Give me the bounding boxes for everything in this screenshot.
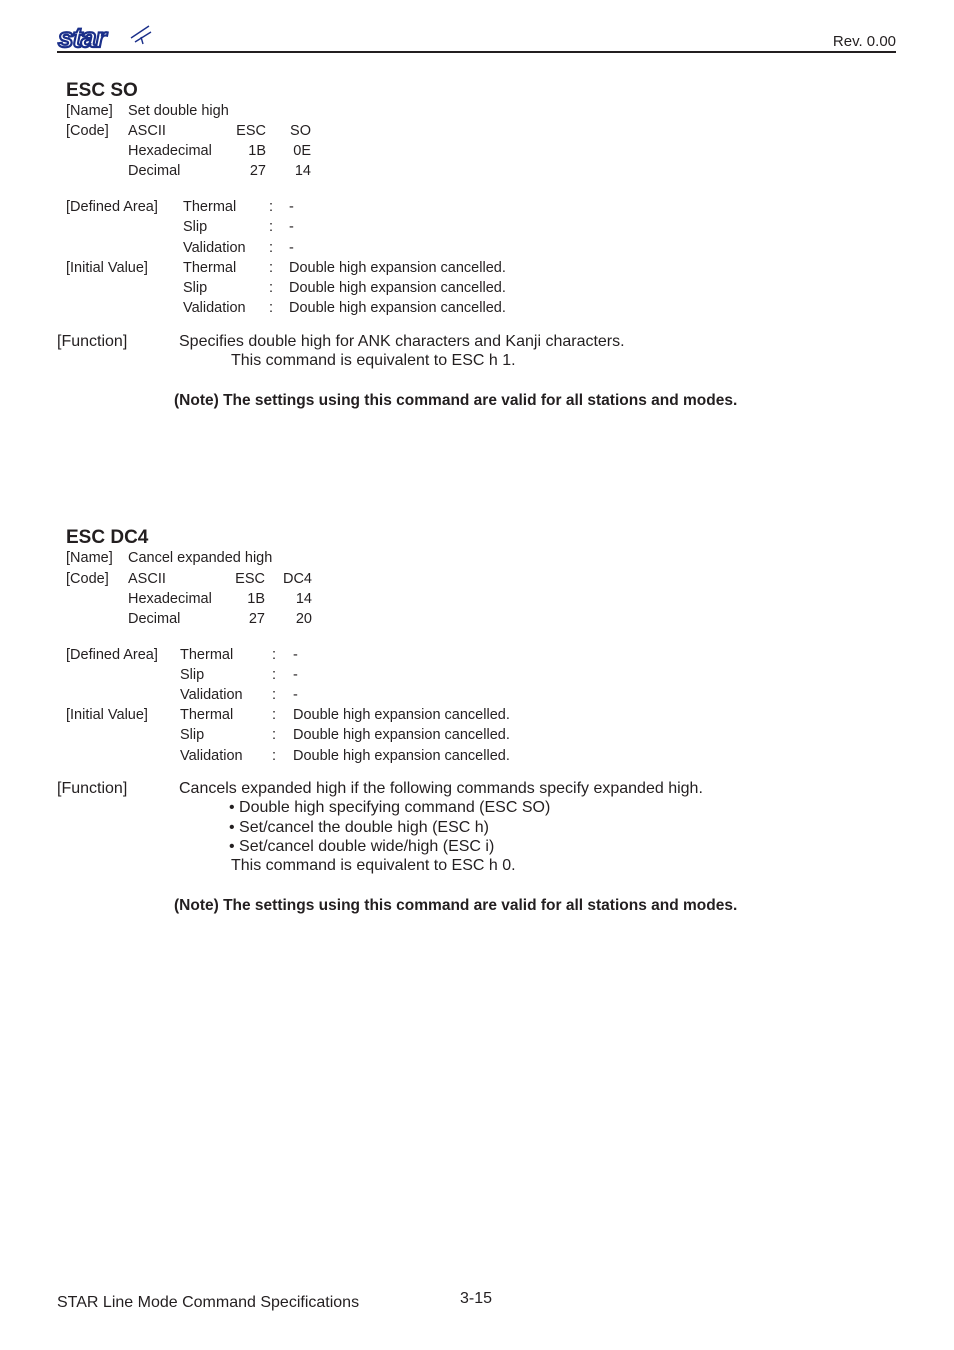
station-label: Slip [183, 219, 208, 235]
station-value: - [293, 667, 298, 683]
name-label: [Name] [66, 103, 113, 119]
code-label: [Code] [66, 571, 109, 587]
code-row-value-1: 1B [248, 143, 266, 159]
note-text: (Note) The settings using this command are valid for all stations and modes. [174, 897, 738, 914]
code-row-label: ASCII [128, 123, 166, 139]
initial-value-label: [Initial Value] [66, 260, 148, 276]
station-label: Validation [180, 687, 243, 703]
colon: : [269, 300, 274, 316]
section-title-esc-dc4: ESC DC4 [66, 527, 149, 548]
function-line: • Set/cancel double wide/high (ESC i) [229, 838, 495, 855]
function-line: This command is equivalent to ESC h 0. [231, 857, 516, 874]
station-value: Double high expansion cancelled. [289, 280, 506, 296]
function-text: Cancels expanded high if the following commands specify expanded high. [179, 780, 703, 797]
function-line: • Double high specifying command (ESC SO) [229, 799, 551, 816]
code-row-label: ASCII [128, 571, 166, 587]
station-label: Thermal [183, 260, 237, 276]
code-row-label: Decimal [128, 611, 181, 627]
star-logo [57, 24, 153, 52]
function-label: [Function] [57, 780, 128, 797]
code-row-value-2: DC4 [282, 571, 312, 587]
name-label: [Name] [66, 550, 113, 566]
footer-doc-title: STAR Line Mode Command Specifications [57, 1294, 360, 1311]
station-value: - [293, 647, 298, 663]
station-label: Validation [183, 300, 246, 316]
station-label: Slip [183, 280, 208, 296]
code-row-value-2: SO [290, 123, 311, 139]
colon: : [269, 280, 274, 296]
header-rule [57, 51, 896, 53]
colon: : [272, 748, 277, 764]
colon: : [272, 667, 277, 683]
code-row-value-1: ESC [235, 571, 265, 587]
name-value: Set double high [128, 103, 229, 119]
station-value: - [289, 199, 294, 215]
code-row-label: Hexadecimal [128, 143, 212, 159]
defined-area-label: [Defined Area] [66, 199, 158, 215]
station-value: Double high expansion cancelled. [289, 300, 506, 316]
station-value: - [289, 219, 294, 235]
code-row-label: Decimal [128, 163, 181, 179]
colon: : [272, 687, 277, 703]
colon: : [269, 219, 274, 235]
code-row-value-2: 14 [294, 163, 311, 179]
colon: : [269, 199, 274, 215]
function-text: Specifies double high for ANK characters and Kanji characters. [179, 333, 625, 350]
function-line: • Set/cancel the double high (ESC h) [229, 819, 489, 836]
revision-label: Rev. 0.00 [832, 33, 896, 50]
station-label: Validation [183, 240, 246, 256]
code-label: [Code] [66, 123, 109, 139]
colon: : [272, 707, 277, 723]
page-number: 3-15 [460, 1290, 493, 1307]
station-value: Double high expansion cancelled. [289, 260, 506, 276]
code-row-label: Hexadecimal [128, 591, 212, 607]
station-value: Double high expansion cancelled. [293, 707, 510, 723]
function-label: [Function] [57, 333, 128, 350]
svg-text:star: star [58, 24, 106, 52]
station-label: Thermal [180, 707, 234, 723]
station-label: Validation [180, 748, 243, 764]
station-value: - [289, 240, 294, 256]
station-value: Double high expansion cancelled. [293, 727, 510, 743]
station-label: Thermal [183, 199, 237, 215]
station-label: Slip [180, 667, 205, 683]
code-row-value-2: 14 [295, 591, 312, 607]
code-row-value-1: 27 [249, 163, 266, 179]
initial-value-label: [Initial Value] [66, 707, 148, 723]
code-row-value-2: 20 [295, 611, 312, 627]
station-label: Slip [180, 727, 205, 743]
station-value: - [293, 687, 298, 703]
colon: : [272, 727, 277, 743]
code-row-value-1: 27 [248, 611, 265, 627]
code-row-value-2: 0E [293, 143, 311, 159]
defined-area-label: [Defined Area] [66, 647, 158, 663]
colon: : [269, 260, 274, 276]
colon: : [272, 647, 277, 663]
station-value: Double high expansion cancelled. [293, 748, 510, 764]
note-text: (Note) The settings using this command are valid for all stations and modes. [174, 392, 738, 409]
code-row-value-1: ESC [236, 123, 266, 139]
colon: : [269, 240, 274, 256]
code-row-value-1: 1B [247, 591, 265, 607]
station-label: Thermal [180, 647, 234, 663]
section-title-esc-so: ESC SO [66, 80, 138, 101]
function-line: This command is equivalent to ESC h 1. [231, 352, 516, 369]
name-value: Cancel expanded high [128, 550, 273, 566]
